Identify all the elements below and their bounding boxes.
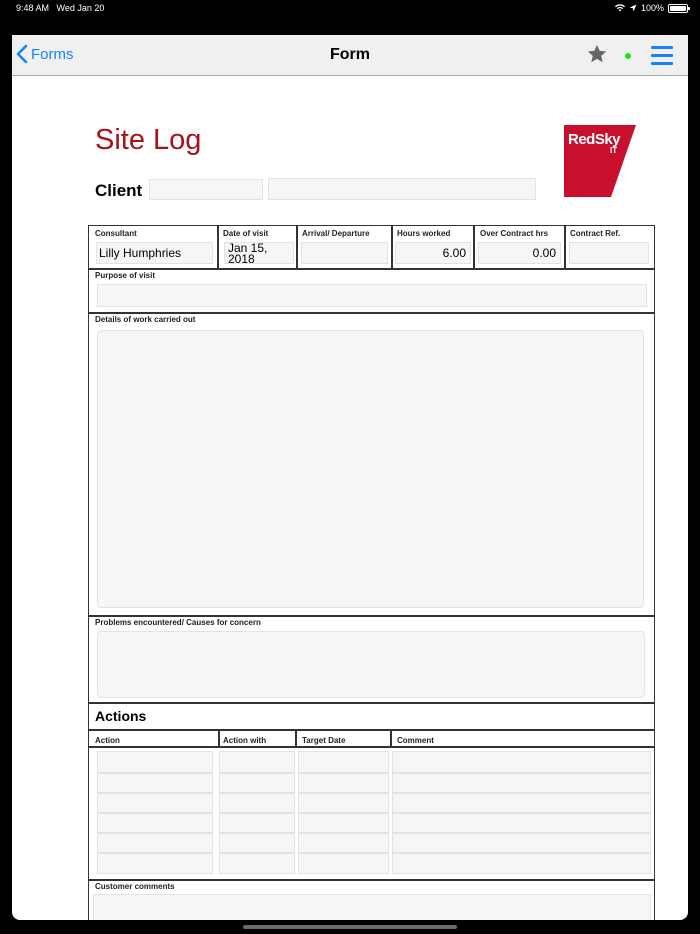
logo-text: RedSky	[568, 131, 621, 148]
action-with-cell[interactable]	[219, 813, 295, 833]
comment-cell[interactable]	[392, 751, 651, 773]
client-field-2[interactable]	[268, 178, 536, 200]
target-date-cell[interactable]	[298, 773, 389, 793]
comment-cell[interactable]	[392, 853, 651, 874]
target-date-cell[interactable]	[298, 751, 389, 773]
contract-ref-label: Contract Ref.	[570, 229, 621, 238]
target-date-cell[interactable]	[298, 853, 389, 874]
comment-cell[interactable]	[392, 813, 651, 833]
navigation-bar	[12, 35, 688, 76]
client-field-1[interactable]	[149, 179, 263, 200]
problems-field[interactable]	[97, 631, 645, 698]
action-cell[interactable]	[97, 813, 213, 833]
target-date-cell[interactable]	[298, 833, 389, 853]
comment-cell[interactable]	[392, 833, 651, 853]
hamburger-menu-icon[interactable]	[651, 46, 673, 65]
date-of-visit-label: Date of visit	[223, 229, 269, 238]
logo-subtext: IT	[610, 146, 618, 155]
status-bar	[0, 0, 700, 20]
action-with-cell[interactable]	[219, 751, 295, 773]
date-of-visit-field[interactable]: Jan 15, 2018	[224, 242, 294, 264]
action-with-cell[interactable]	[219, 773, 295, 793]
star-icon[interactable]	[586, 43, 608, 65]
action-with-column-header: Action with	[223, 736, 267, 745]
hours-worked-label: Hours worked	[397, 229, 451, 238]
action-cell[interactable]	[97, 793, 213, 813]
action-cell[interactable]	[97, 751, 213, 773]
customer-comments-label: Customer comments	[95, 882, 175, 891]
action-cell[interactable]	[97, 853, 213, 874]
actions-title: Actions	[95, 708, 147, 724]
site-log-form	[88, 225, 655, 920]
action-column-header: Action	[95, 736, 120, 745]
target-date-cell[interactable]	[298, 793, 389, 813]
customer-comments-field[interactable]	[93, 894, 651, 920]
comment-cell[interactable]	[392, 793, 651, 813]
form-title: Site Log	[95, 124, 202, 156]
arrival-departure-field[interactable]	[301, 242, 388, 264]
status-time: 9:48 AM Wed Jan 20	[16, 3, 105, 13]
back-button[interactable]	[16, 44, 74, 64]
comment-column-header: Comment	[397, 736, 434, 745]
wifi-icon	[615, 4, 625, 12]
contract-ref-field[interactable]	[569, 242, 649, 264]
over-contract-hrs-label: Over Contract hrs	[480, 229, 549, 238]
battery-percent: 100%	[640, 3, 664, 13]
over-contract-hrs-field[interactable]: 0.00	[478, 242, 561, 264]
problems-label: Problems encountered/ Causes for concern	[95, 618, 261, 627]
hours-worked-field[interactable]: 6.00	[395, 242, 471, 264]
consultant-label: Consultant	[95, 229, 137, 238]
chevron-left-icon	[16, 44, 28, 64]
consultant-field[interactable]: Lilly Humphries	[96, 242, 213, 264]
back-label: Forms	[31, 45, 74, 63]
action-cell[interactable]	[97, 773, 213, 793]
battery-icon	[668, 4, 688, 13]
comment-cell[interactable]	[392, 773, 651, 793]
app-window	[12, 35, 688, 920]
target-date-column-header: Target Date	[302, 736, 346, 745]
details-label: Details of work carried out	[95, 315, 196, 324]
action-with-cell[interactable]	[219, 853, 295, 874]
status-right	[615, 3, 688, 13]
details-field[interactable]	[97, 330, 644, 608]
home-indicator[interactable]	[243, 925, 457, 929]
action-with-cell[interactable]	[219, 833, 295, 853]
arrival-departure-label: Arrival/ Departure	[302, 229, 370, 238]
target-date-cell[interactable]	[298, 813, 389, 833]
action-cell[interactable]	[97, 833, 213, 853]
purpose-field[interactable]	[97, 284, 647, 307]
purpose-label: Purpose of visit	[95, 271, 156, 280]
client-label: Client	[95, 181, 143, 200]
action-with-cell[interactable]	[219, 793, 295, 813]
status-dot-icon	[625, 53, 631, 59]
location-icon	[629, 4, 637, 12]
page-title: Form	[330, 46, 370, 63]
